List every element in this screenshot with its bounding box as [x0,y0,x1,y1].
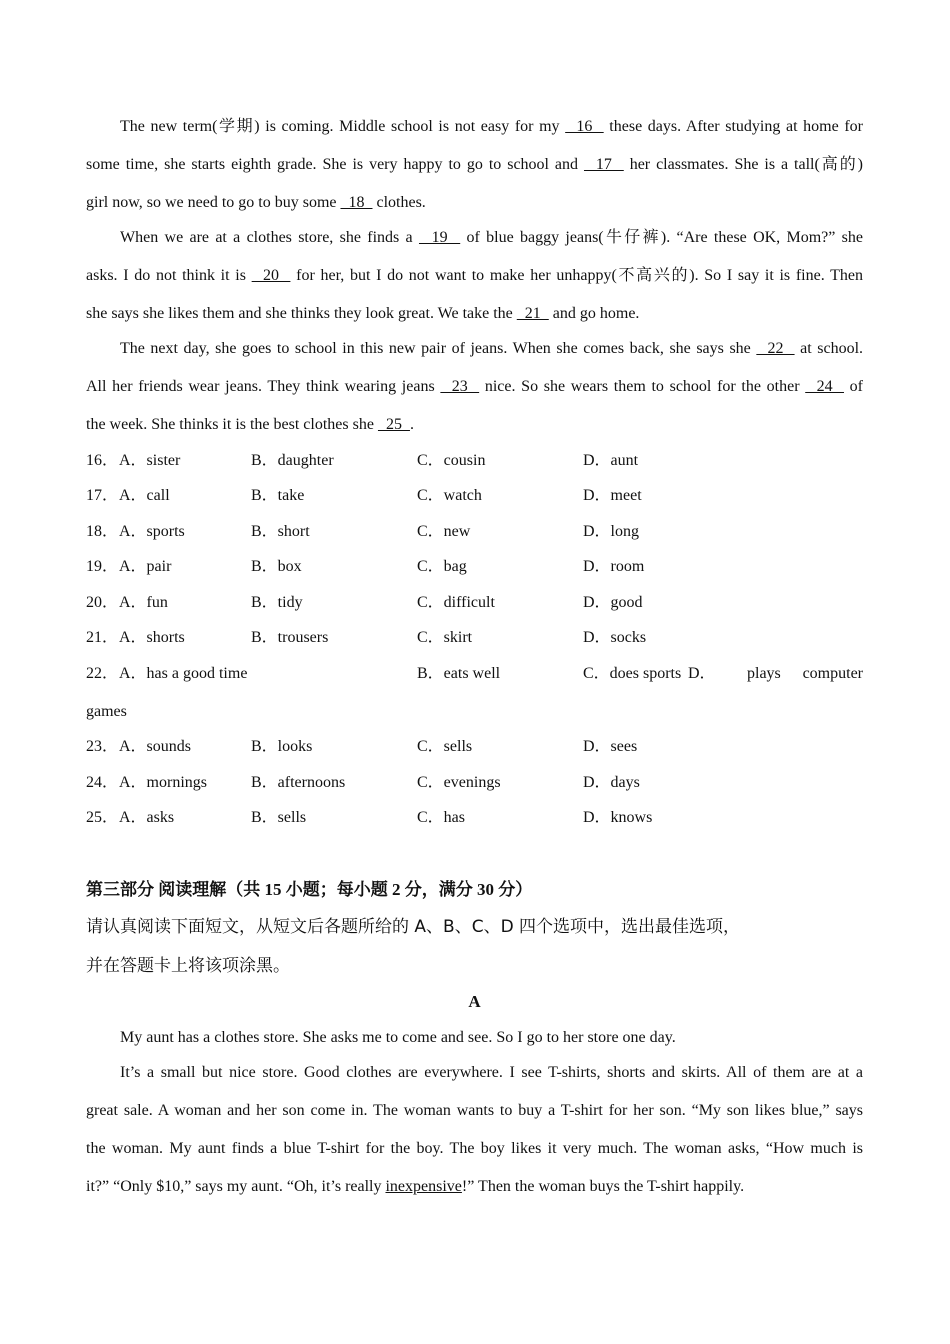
option-b: B．trousers [251,629,329,646]
cloze-blank: 17 [583,156,624,173]
option-a: A．asks [119,809,175,826]
option-a: A．sounds [119,738,192,755]
option-c: C．skirt [417,629,473,646]
option-d: D．aunt [583,452,639,469]
question-number: 23． [86,738,119,755]
option-c: C．new [417,523,471,540]
instructions-line: 请认真阅读下面短文，从短文后各题所给的 A、B、C、D 四个选项中，选出最佳选项， [86,917,741,937]
option-d: D．days [583,774,640,791]
option-c: C．has [417,809,466,826]
option-d-wrap: games [86,703,127,720]
option-d: D．good [583,594,643,611]
cloze-blank: 16 [565,118,604,135]
option-b: B．take [251,487,305,504]
cloze-blank: 22 [756,340,795,357]
cloze-blank: 20 [251,267,291,284]
cloze-blank: 23 [440,378,480,395]
option-b: B．short [251,523,310,540]
cloze-line: some time, she starts eighth grade. She is very happy to go to school and 17 her classmates. She is a tall(高的) [86,156,863,173]
option-c: C．cousin [417,452,486,469]
option-c: B．eats well [417,665,501,682]
question-number: 20． [86,594,119,611]
cloze-blank: 19 [418,229,461,246]
section-heading: 第三部分 阅读理解（共 15 小题；每小题 2 分，满分 30 分） [86,880,533,899]
option-a: A．sister [119,452,181,469]
question-number: 24． [86,774,119,791]
option-d: D．long [583,523,640,540]
cloze-line: When we are at a clothes store, she finds a 19 of blue baggy jeans(牛仔裤). “Are these OK, Mom?” she [120,229,864,246]
option-c: C．watch [417,487,482,504]
option-d: D．room [583,558,645,575]
option-c: C．bag [417,558,467,575]
passage-line: My aunt has a clothes store. She asks me to come and see. So I go to her store one day. [120,1029,676,1046]
question-number: 17． [86,487,119,504]
option-b: B．daughter [251,452,334,469]
option-b: B．looks [251,738,313,755]
cloze-blank: 18 [340,194,373,211]
option-d: D．socks [583,629,647,646]
cloze-blank: 24 [805,378,844,395]
option-a: A．pair [119,558,172,575]
cloze-line: the week. She thinks it is the best clothes she 25 . [86,416,414,433]
question-number: 16． [86,452,119,469]
option-b: B．tidy [251,594,303,611]
option-a: A．fun [119,594,168,611]
cloze-line: asks. I do not think it is 20 for her, but I do not want to make her unhappy(不高兴的). So I say it is fine. Then [86,267,863,284]
question-number: 21． [86,629,119,646]
question-number: 22． [86,665,119,682]
cloze-line: she says she likes them and she thinks they look great. We take the 21 and go home. [86,305,640,322]
cloze-line: All her friends wear jeans. They think wearing jeans 23 nice. So she wears them to school for the other 24 of [86,378,864,395]
passage-line: great sale. A woman and her son come in. The woman wants to buy a T-shirt for her son. “My son likes blue,” says [86,1102,863,1119]
passage-text: !” Then the woman buys the T-shirt happily. [461,1178,745,1195]
option-b: B．box [251,558,302,575]
passage-title: A [468,992,481,1011]
option-c: C．sells [417,738,473,755]
option-a: A．sports [119,523,185,540]
option-c: C．evenings [417,774,501,791]
option-d: D．knows [583,809,653,826]
passage-line: It’s a small but nice store. Good clothes are everywhere. I see T-shirts, shorts and skirts. All of them are at a [120,1064,863,1081]
cloze-line: The new term(学期) is coming. Middle school is not easy for my 16 these days. After studying at home for [120,118,863,135]
option-a: A．call [119,487,170,504]
passage-text: it?” “Only $10,” says my aunt. “Oh, it’s really [86,1178,386,1195]
underlined-word: inexpensive [385,1178,462,1195]
option-b: B．afternoons [251,774,346,791]
cloze-blank: 25 [377,416,410,433]
question-number: 18． [86,523,119,540]
cloze-line: The next day, she goes to school in this new pair of jeans. When she comes back, she says she 22 at school. [120,340,864,357]
cloze-line: girl now, so we need to go to buy some 18 clothes. [86,194,426,211]
option-d-text: plays computer [747,665,863,682]
passage-line [86,1177,863,1197]
option-d: D． [688,665,716,682]
cloze-blank: 21 [516,305,549,322]
option-a: A．shorts [119,629,185,646]
option-d: D．sees [583,738,638,755]
option-c: C．difficult [417,594,495,611]
option-d: D．meet [583,487,642,504]
option-b: B．sells [251,809,307,826]
option-a: A．has a good time [119,665,248,682]
option-c: C．does sports [583,665,682,682]
instructions-line: 并在答题卡上将该项涂黑。 [86,956,290,976]
passage-line: the woman. My aunt finds a blue T-shirt for the boy. The boy likes it very much. The woman asks, “How much is [86,1140,863,1157]
option-a: A．mornings [119,774,208,791]
question-number: 19． [86,558,119,575]
question-number: 25． [86,809,119,826]
